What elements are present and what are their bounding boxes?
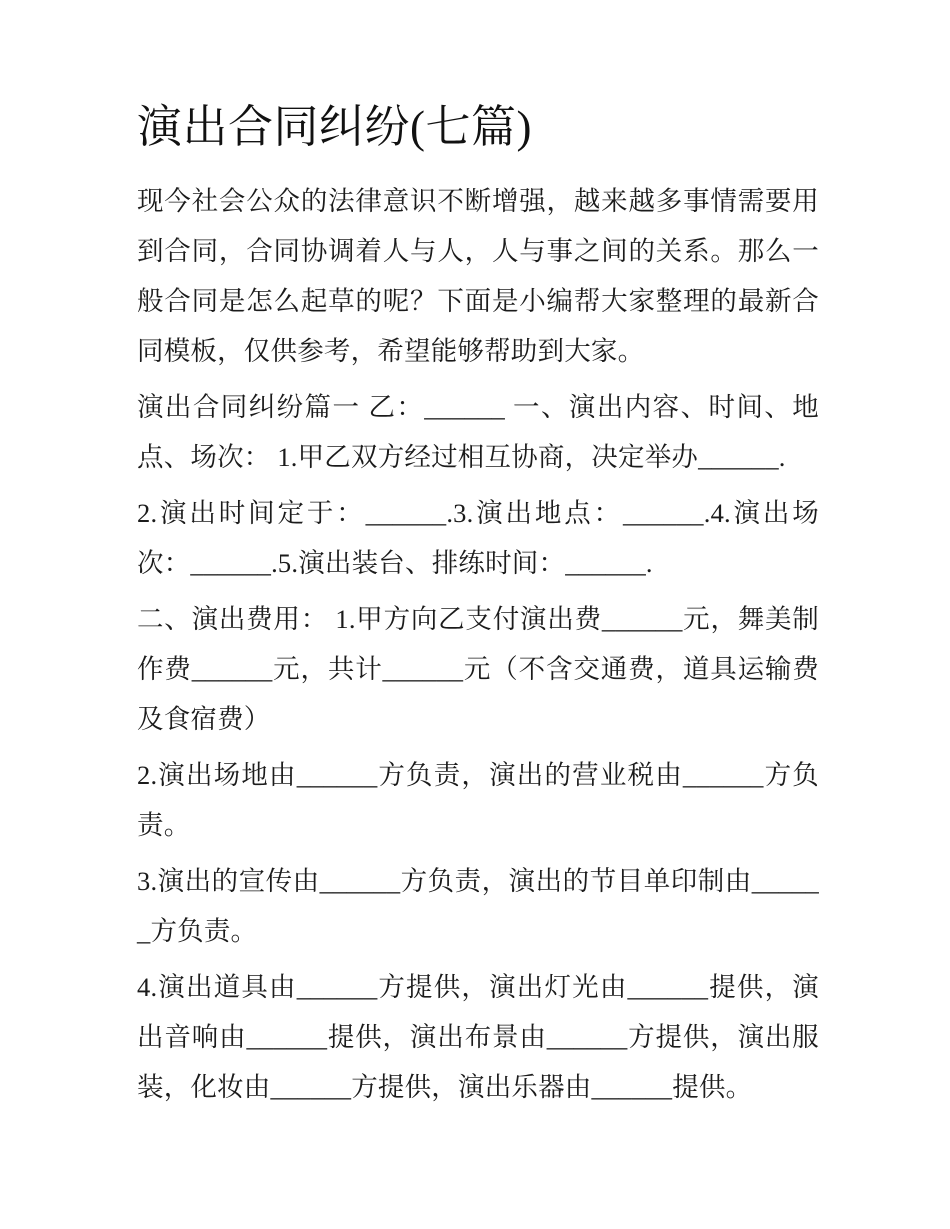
paragraph-item-1-details: 2.演出时间定于：______.3.演出地点：______.4.演出场次：______.5.演出装台、排练时间：______. xyxy=(137,498,819,578)
paragraph-fees-item-2: 2.演出场地由______方负责，演出的营业税由______方负责。 xyxy=(137,760,819,840)
paragraph-fees-item-3: 3.演出的宣传由______方负责，演出的节目单印制由______方负责。 xyxy=(137,866,819,946)
paragraph-section-1-heading: 演出合同纠纷篇一 乙：______ 一、演出内容、时间、地点、场次： 1.甲乙双方经过相互协商，决定举办______. xyxy=(137,392,819,472)
document-body xyxy=(137,96,819,1113)
paragraph-fees-item-4: 4.演出道具由______方提供，演出灯光由______提供，演出音响由______提供，演出布景由______方提供，演出服装，化妆由______方提供，演出乐器由______提供。 xyxy=(137,972,819,1102)
paragraph-section-2-fees: 二、演出费用： 1.甲方向乙支付演出费______元，舞美制作费______元，共计______元（不含交通费，道具运输费及食宿费） xyxy=(137,604,819,734)
paragraph-intro: 现今社会公众的法律意识不断增强，越来越多事情需要用到合同，合同协调着人与人，人与事之间的关系。那么一般合同是怎么起草的呢？下面是小编帮大家整理的最新合同模板，仅供参考，希望能够帮助到大家。 xyxy=(137,186,819,366)
page-title: 演出合同纠纷(七篇) xyxy=(137,102,532,152)
